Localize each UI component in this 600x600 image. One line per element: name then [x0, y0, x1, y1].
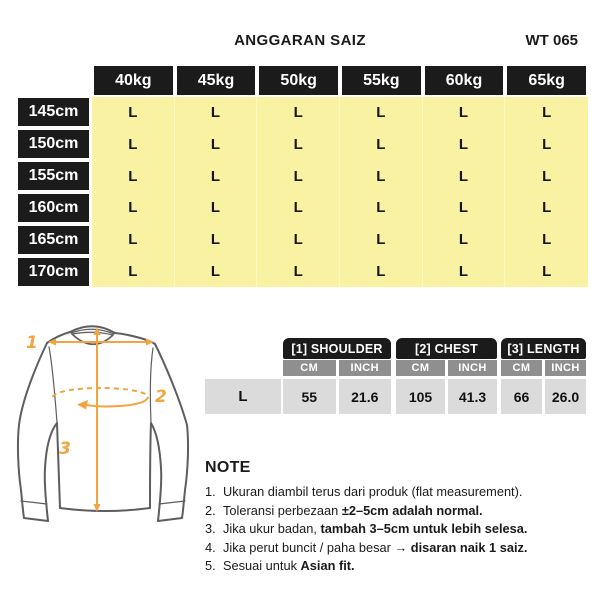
- size-cell: L: [542, 104, 552, 122]
- note-item: [205, 539, 597, 558]
- measure-label-1: 1: [26, 333, 38, 353]
- measure-value: 55: [283, 379, 336, 414]
- notes-section: [205, 459, 597, 576]
- unit-header: INCH: [339, 360, 392, 376]
- size-cell: L: [257, 97, 340, 129]
- size-cell: L: [257, 255, 340, 287]
- note-text: Jika ukur badan, tambah 3–5cm untuk lebih selesa.: [223, 521, 528, 537]
- measure-group-header: [3] LENGTH: [501, 338, 586, 359]
- note-number: 3.: [205, 521, 216, 537]
- size-cell: L: [423, 97, 506, 129]
- height-label-column: [18, 98, 89, 286]
- weight-header-row: [92, 66, 588, 95]
- size-cell: L: [92, 97, 175, 129]
- size-cell: L: [175, 129, 258, 161]
- size-cell: L: [340, 97, 423, 129]
- height-label: 155cm: [18, 162, 89, 190]
- unit-header-row: [283, 360, 391, 376]
- size-cell: L: [423, 224, 506, 256]
- size-cell: L: [542, 167, 552, 185]
- height-label: 145cm: [18, 98, 89, 126]
- note-item: [205, 557, 597, 576]
- unit-header-row: [501, 360, 586, 376]
- measure-group-header: [1] SHOULDER: [283, 338, 391, 359]
- note-text: Jika perut buncit / paha besar → disaran naik 1 saiz.: [223, 539, 528, 555]
- note-text: Toleransi perbezaan ±2–5cm adalah normal.: [223, 502, 483, 518]
- size-cell: L: [257, 192, 340, 224]
- measure-value-row: [283, 379, 391, 414]
- size-cell: L: [340, 129, 423, 161]
- size-cell: L: [340, 224, 423, 256]
- note-number: 5.: [205, 558, 216, 574]
- product-code: WT 065: [525, 32, 578, 49]
- weight-header: 45kg: [177, 66, 256, 95]
- height-label: 150cm: [18, 130, 89, 158]
- weight-header: 65kg: [507, 66, 586, 95]
- notes-heading: NOTE: [205, 459, 251, 476]
- size-cell: L: [423, 192, 506, 224]
- arrowheads: [48, 327, 154, 512]
- page-title: ANGGARAN SAIZ: [234, 32, 366, 49]
- measure-value: 105: [396, 379, 445, 414]
- measure-value: 26.0: [545, 379, 586, 414]
- note-number: 1.: [205, 484, 216, 499]
- measure-value-row: [396, 379, 497, 414]
- weight-header: 50kg: [259, 66, 338, 95]
- measure-group-shoulder: [283, 338, 391, 414]
- measure-label-3: 3: [59, 439, 71, 459]
- measure-group-length: [501, 338, 586, 414]
- unit-header: INCH: [448, 360, 497, 376]
- unit-header: CM: [283, 360, 336, 376]
- measure-group-chest: [396, 338, 497, 414]
- height-label: 165cm: [18, 226, 89, 254]
- size-cell: L: [340, 192, 423, 224]
- note-item: [205, 502, 597, 521]
- size-cell: L: [175, 255, 258, 287]
- size-cell: L: [542, 199, 552, 217]
- size-cell: L: [542, 230, 552, 248]
- height-label: 160cm: [18, 194, 89, 222]
- size-cell: L: [175, 97, 258, 129]
- measure-value: 66: [501, 379, 542, 414]
- unit-header: INCH: [545, 360, 586, 376]
- size-cell: L: [92, 129, 175, 161]
- size-cell: L: [175, 160, 258, 192]
- size-cell: L: [340, 255, 423, 287]
- measure-value-row: [501, 379, 586, 414]
- shirt-diagram: [8, 318, 203, 530]
- size-cell: L: [340, 160, 423, 192]
- size-grid: [92, 97, 588, 287]
- size-cell: L: [92, 255, 175, 287]
- weight-header: 60kg: [425, 66, 504, 95]
- size-cell: L: [92, 192, 175, 224]
- shirt-outline: [18, 326, 188, 521]
- note-text: Sesuai untuk Asian fit.: [223, 558, 355, 574]
- size-cell: L: [92, 160, 175, 192]
- size-cell: L: [542, 135, 552, 153]
- unit-header: CM: [396, 360, 445, 376]
- measure-value: 41.3: [448, 379, 497, 414]
- weight-header: 40kg: [94, 66, 173, 95]
- size-cell: L: [257, 129, 340, 161]
- size-cell: L: [257, 224, 340, 256]
- measure-group-header: [2] CHEST: [396, 338, 497, 359]
- note-number: 2.: [205, 502, 216, 518]
- measure-value: 21.6: [339, 379, 392, 414]
- size-cell: L: [542, 262, 552, 280]
- size-cell: L: [423, 255, 506, 287]
- size-cell: L: [423, 129, 506, 161]
- note-number: 4.: [205, 539, 216, 555]
- size-cell: L: [175, 192, 258, 224]
- size-cell: L: [257, 160, 340, 192]
- note-text: Ukuran diambil terus dari produk (flat measurement).: [223, 484, 523, 499]
- unit-header-row: [396, 360, 497, 376]
- size-row-label: L: [205, 379, 281, 414]
- height-label: 170cm: [18, 258, 89, 286]
- size-cell: L: [92, 224, 175, 256]
- measure-label-2: 2: [155, 387, 167, 407]
- note-item: [205, 520, 597, 539]
- unit-header: CM: [501, 360, 542, 376]
- size-cell: L: [423, 160, 506, 192]
- weight-header: 55kg: [342, 66, 421, 95]
- size-cell: L: [175, 224, 258, 256]
- chest-measure-ellipse: [53, 388, 148, 407]
- note-item: [205, 483, 597, 502]
